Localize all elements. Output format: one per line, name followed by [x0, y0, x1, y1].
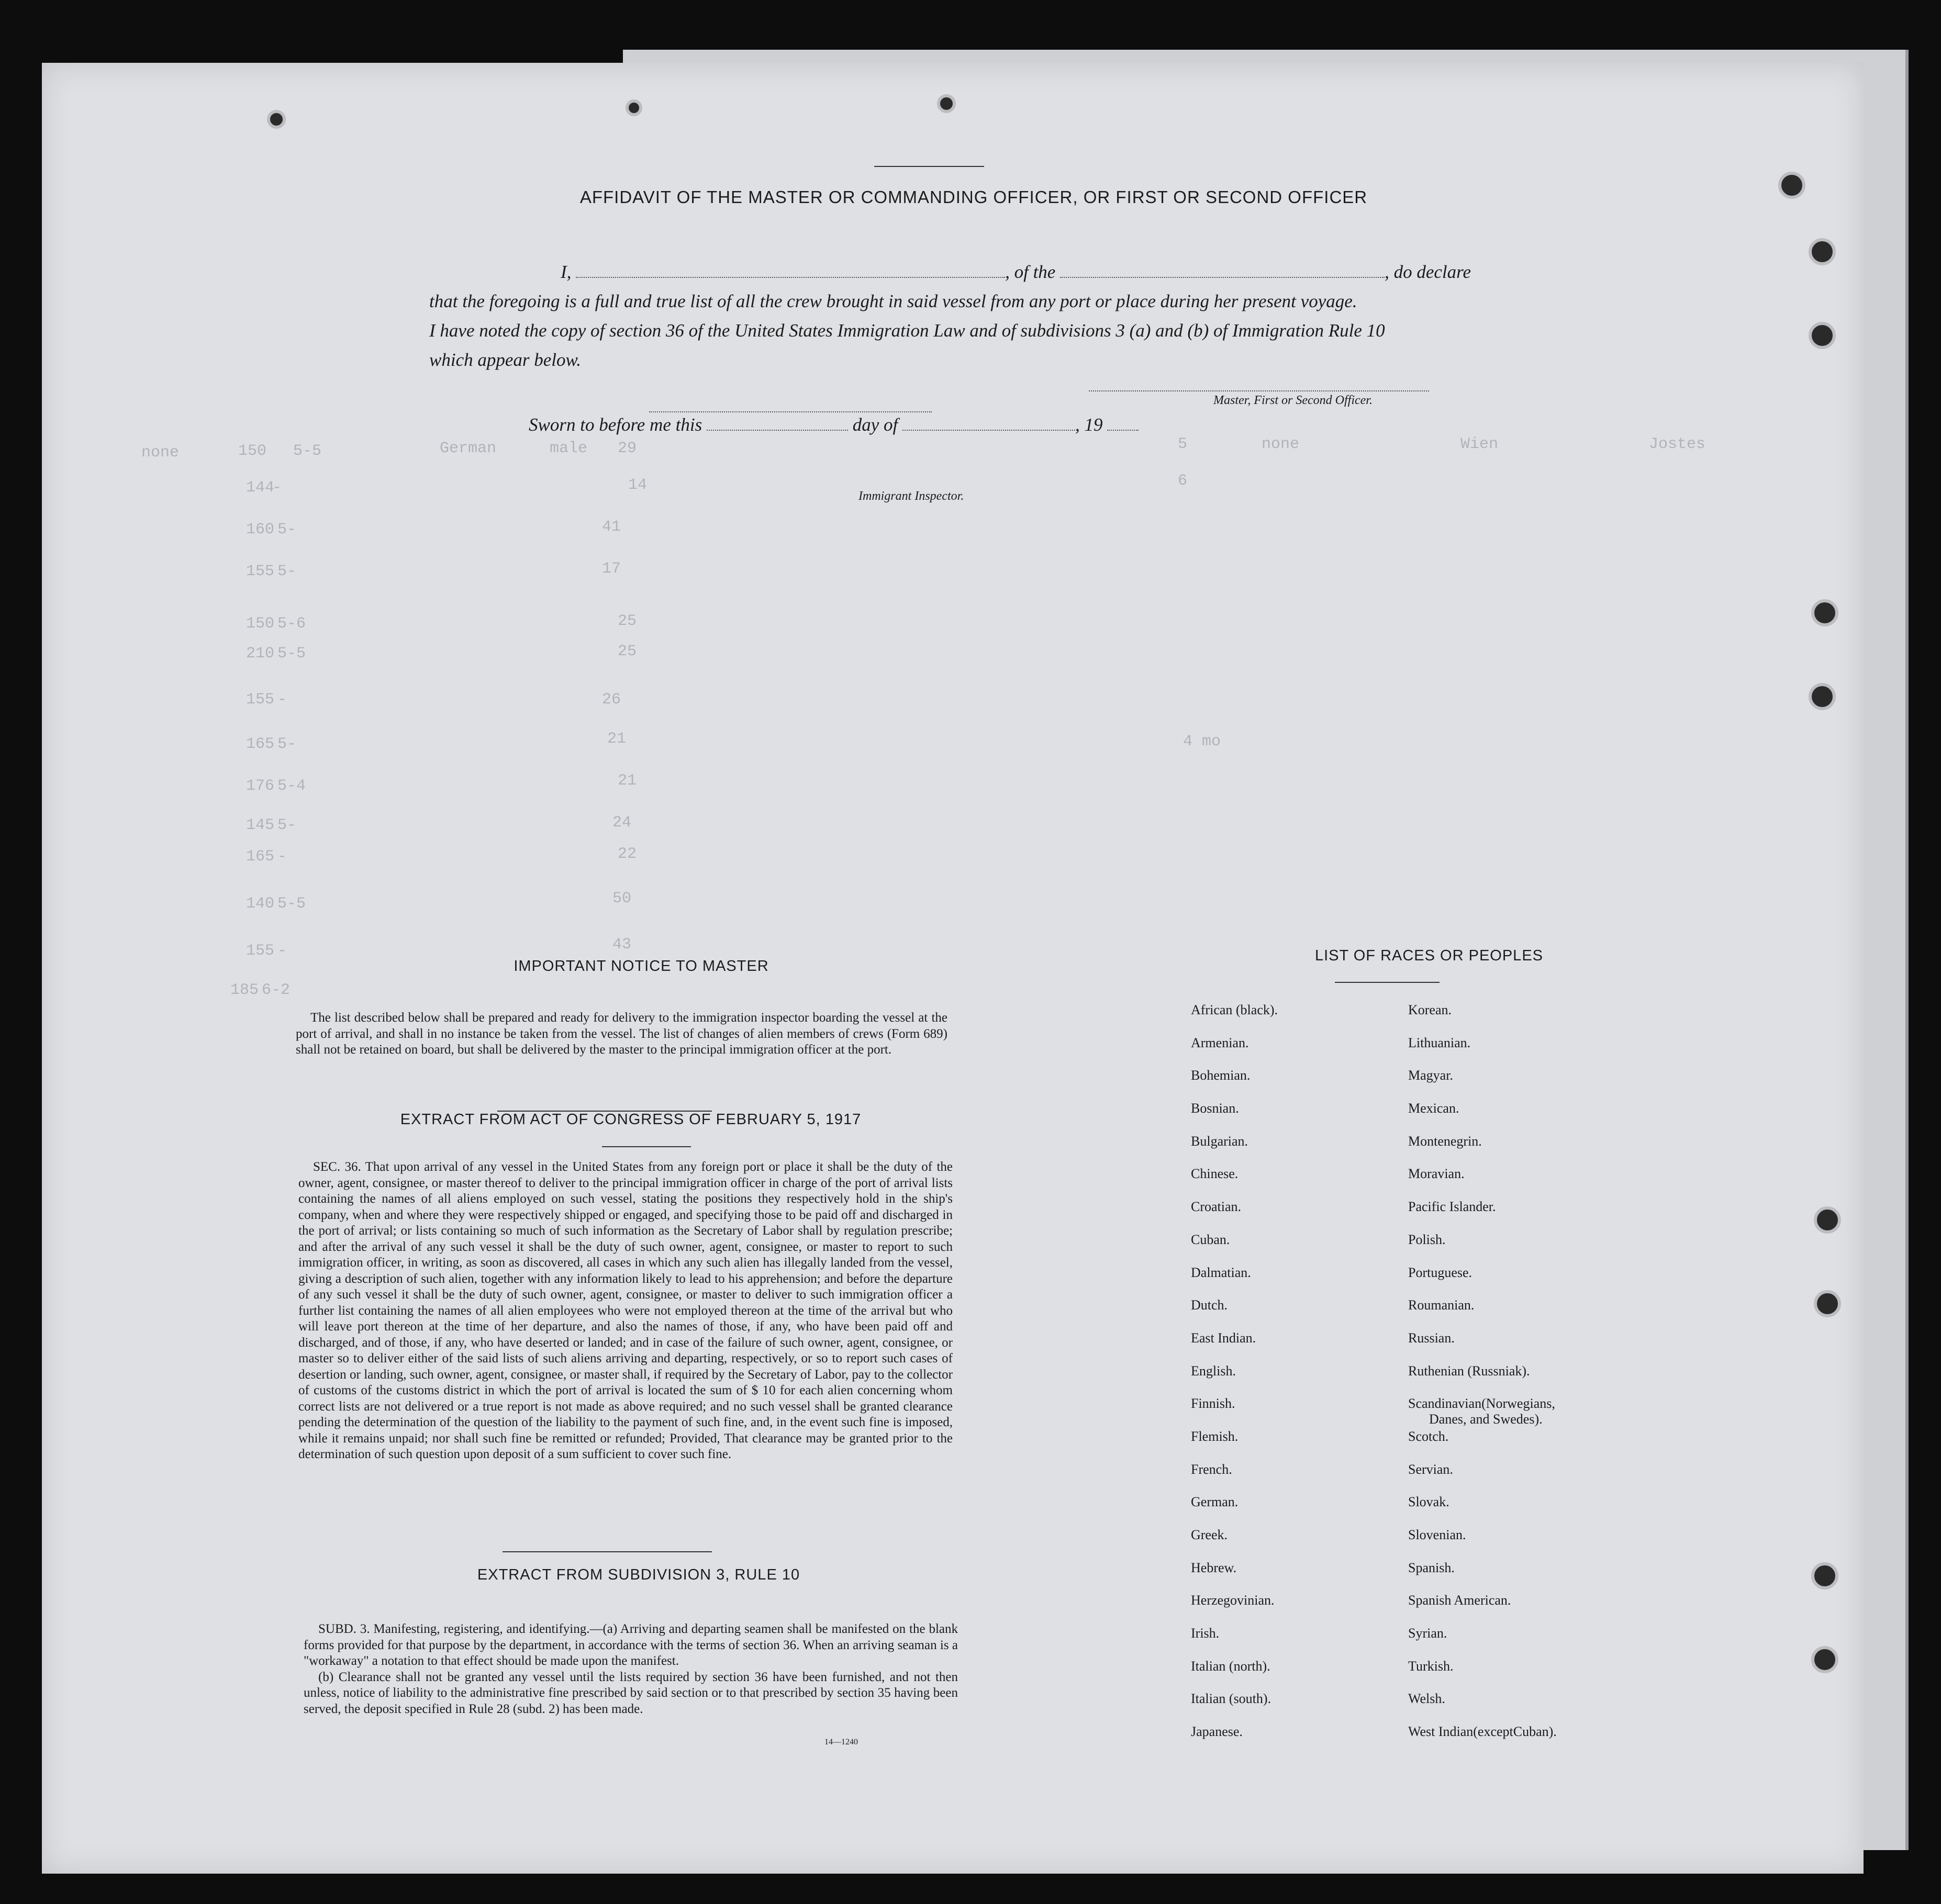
day-blank[interactable]	[707, 416, 848, 431]
ghost-text: 176	[246, 777, 275, 795]
signature-caption: Master, First or Second Officer.	[1213, 394, 1373, 407]
ghost-text: 6	[1178, 472, 1188, 490]
ghost-text: 165	[246, 848, 275, 866]
race-item: English.	[1191, 1363, 1236, 1379]
race-item: Bosnian.	[1191, 1101, 1239, 1116]
race-item: Slovak.	[1408, 1494, 1449, 1510]
punch-hole	[937, 94, 956, 113]
race-item: Welsh.	[1408, 1691, 1445, 1707]
affidavit-line-3: I have noted the copy of section 36 of the United States Immigration Law and of subdivisions 3 (a) and (b) of Immigration Rule 10	[429, 320, 1385, 341]
signature-line[interactable]	[1089, 390, 1429, 391]
ghost-text: 4 mo	[1183, 733, 1221, 751]
ghost-text: 5-	[277, 563, 297, 580]
ghost-text: 140	[246, 895, 275, 913]
race-item	[1408, 1396, 1557, 1429]
ghost-text: 29	[618, 440, 637, 457]
race-item: Portuguese.	[1408, 1264, 1473, 1280]
race-item: Italian (south).	[1191, 1691, 1271, 1707]
ghost-text: 50	[612, 890, 632, 908]
rule-text	[304, 1621, 958, 1717]
race-item: Bulgarian.	[1191, 1133, 1248, 1149]
ghost-text: 26	[602, 691, 621, 709]
ghost-text: -	[277, 691, 287, 709]
race-item: Lithuanian.	[1408, 1035, 1471, 1050]
punch-hole	[1814, 1290, 1841, 1317]
ghost-text: Wien	[1460, 435, 1499, 453]
ghost-text: -	[277, 942, 287, 960]
ghost-text: 43	[612, 936, 632, 954]
races-column-2	[1408, 1002, 1557, 1757]
ghost-text: 5-	[277, 735, 297, 753]
ghost-text: 5-6	[277, 615, 306, 633]
punch-hole	[626, 99, 642, 116]
section-divider	[1335, 982, 1440, 983]
race-item: Turkish.	[1408, 1658, 1454, 1674]
race-item-scandinavian: Scandinavian(Norwegians,	[1408, 1396, 1555, 1412]
affidavit-declare-label: , do declare	[1385, 262, 1471, 282]
punch-hole	[1811, 1562, 1838, 1589]
ghost-text: 24	[612, 814, 632, 832]
ghost-text: male	[550, 440, 588, 457]
notice-text	[296, 1010, 947, 1058]
punch-hole	[1809, 683, 1836, 710]
ghost-text: 155	[246, 691, 275, 709]
affidavit-of-the-label: , of the	[1005, 262, 1056, 282]
race-item: Syrian.	[1408, 1626, 1447, 1641]
rule-paragraph-b: (b) Clearance shall not be granted any vessel until the lists required by section 36 have been furnished, and not then unless, notice of liability to the administrative fine prescribed by said section or to that prescribed by section 35 having been served, the deposit specified in Rule 28 (subd. 2) has been made.	[304, 1670, 958, 1716]
ghost-text: none	[1262, 435, 1300, 453]
race-item: West Indian(exceptCuban).	[1408, 1724, 1557, 1740]
punch-hole	[1811, 599, 1838, 626]
race-item: Moravian.	[1408, 1166, 1465, 1182]
punch-hole	[1811, 1646, 1838, 1673]
ghost-text: 150	[238, 442, 267, 460]
race-item: Korean.	[1408, 1002, 1452, 1017]
race-item: Japanese.	[1191, 1724, 1243, 1740]
ghost-text: 5-4	[277, 777, 306, 795]
race-item: Cuban.	[1191, 1231, 1230, 1247]
sworn-label: Sworn to before me this	[529, 415, 702, 435]
form-number: 14—1240	[824, 1738, 858, 1746]
sworn-line	[529, 415, 1139, 435]
race-item: Montenegrin.	[1408, 1133, 1482, 1149]
race-item: Scotch.	[1408, 1428, 1449, 1444]
race-item: Hebrew.	[1191, 1560, 1237, 1575]
rule-paragraph-a: SUBD. 3. Manifesting, registering, and identifying.—(a) Arriving and departing seamen shall be manifested on the blank forms provided for that purpose by the department, in accordance with the terms of section 36. When an arriving seaman is a "workaway" a notation to that effect should be made upon the manifest.	[304, 1622, 958, 1668]
punch-hole	[1778, 172, 1805, 199]
race-item: Spanish American.	[1408, 1593, 1511, 1608]
inspector-caption: Immigrant Inspector.	[858, 489, 964, 503]
ghost-text: 17	[602, 560, 621, 578]
ghost-text: 155	[246, 942, 275, 960]
ghost-text: 22	[618, 845, 637, 863]
ghost-text: 6-2	[262, 981, 291, 999]
race-item: Russian.	[1408, 1330, 1455, 1346]
ghost-text: none	[141, 444, 180, 462]
ghost-text: -	[272, 479, 282, 497]
act-text	[298, 1159, 953, 1463]
affidavit-line-4: which appear below.	[429, 350, 582, 370]
race-item: Servian.	[1408, 1461, 1453, 1477]
ghost-text: 210	[246, 645, 275, 663]
race-item: Spanish.	[1408, 1560, 1455, 1575]
notice-paragraph: The list described below shall be prepared and ready for delivery to the immigration inspector boarding the vessel at the port of arrival, and shall in no instance be taken from the vessel. The list of changes of alien members of crews (Form 689) shall not be retained on board, but shall be delivered by the master to the principal immigration officer at the port.	[296, 1011, 947, 1057]
ghost-text: 5-5	[293, 442, 322, 460]
rule-title: EXTRACT FROM SUBDIVISION 3, RULE 10	[477, 1566, 800, 1583]
race-item: Armenian.	[1191, 1035, 1249, 1050]
ghost-text: 14	[628, 476, 648, 494]
race-item: Finnish.	[1191, 1396, 1235, 1412]
race-item: Dutch.	[1191, 1297, 1228, 1313]
ghost-text: 5-5	[277, 645, 306, 663]
ghost-text: 145	[246, 816, 275, 834]
race-item: French.	[1191, 1461, 1232, 1477]
race-item: Mexican.	[1408, 1101, 1459, 1116]
act-paragraph: SEC. 36. That upon arrival of any vessel in the United States from any foreign port or place it shall be the duty of the owner, agent, consignee, or master thereof to deliver to the principal immigration officer in charge of the port of arrival lists containing the names of all aliens employed on such vessel, stating the positions they respectively hold in the ship's company, when and where they were respectively shipped or engaged, and specifying those to be paid off and discharged in the port of arrival; or lists containing so much of such information as the Secretary of Labor shall by regulation prescribe; and after the arrival of any such vessel it shall be the duty of such owner, agent, consignee, or master to report to such immigration officer, in writing, as soon as discovered, all cases in which any such alien has illegally landed from the vessel, giving a description of such alien, together with any information likely to lead to his apprehension; and before the departure of any such vessel it shall be the duty of such owner, agent, consignee, or master to deliver to such immigration officer a further list containing the names of all alien employees who were not employed thereon at the time of the arrival but who will leave port thereon at the time of her departure, and also the names of those, if any, who have been paid off and discharged, and of those, if any, who have deserted or landed; and in case of the failure of such owner, agent, consignee, or master so to deliver either of the said lists of such aliens arriving and departing, respectively, or so to report such cases of desertion or landing, such owner, agent, consignee, or master shall, if required by the Secretary of Labor, pay to the collector of customs of the customs district in which the port of arrival is located the sum of $ 10 for each alien concerning whom correct lists are not delivered or a true report is not made as above required; and no such vessel shall be granted clearance pending the determination of the question of the liability to the payment of such fine, and, in the event such fine is imposed, while it remains unpaid; nor shall such fine be remitted or refunded; Provided, That clearance may be granted prior to the determination of such question upon deposit of a sum sufficient to cover such fine.	[298, 1160, 953, 1461]
section-divider	[602, 1146, 691, 1147]
name-blank[interactable]	[576, 261, 1005, 278]
races-title: LIST OF RACES OR PEOPLES	[1314, 947, 1544, 964]
ghost-text: 25	[618, 643, 637, 660]
race-item: Magyar.	[1408, 1068, 1453, 1083]
punch-hole	[1809, 238, 1836, 265]
ghost-text: 25	[618, 612, 637, 630]
race-item: Irish.	[1191, 1626, 1220, 1641]
ghost-text: 144	[246, 479, 275, 497]
race-item: Italian (north).	[1191, 1658, 1270, 1674]
ghost-text: 21	[618, 772, 637, 790]
race-item: Flemish.	[1191, 1428, 1239, 1444]
race-item: Herzegovinian.	[1191, 1593, 1275, 1608]
affidavit-line-2: that the foregoing is a full and true list of all the crew brought in said vessel from any port or place during her present voyage.	[429, 291, 1357, 311]
year-blank[interactable]	[1107, 416, 1139, 431]
race-item: Pacific Islander.	[1408, 1199, 1496, 1215]
race-item: Croatian.	[1191, 1199, 1242, 1215]
race-item: Roumanian.	[1408, 1297, 1475, 1313]
race-item: East Indian.	[1191, 1330, 1256, 1346]
affidavit-i-label: I,	[560, 262, 572, 282]
year-label: , 19	[1075, 415, 1103, 435]
ghost-text: German	[440, 440, 497, 457]
affidavit-body	[429, 257, 1471, 375]
punch-hole	[1814, 1206, 1841, 1234]
title-underline	[874, 166, 984, 167]
ghost-text: 185	[230, 981, 259, 999]
affidavit-line-1	[429, 257, 1471, 287]
race-item: German.	[1191, 1494, 1239, 1510]
race-item: Slovenian.	[1408, 1527, 1466, 1542]
affidavit-title: AFFIDAVIT OF THE MASTER OR COMMANDING OFFICER, OR FIRST OR SECOND OFFICER	[579, 187, 1368, 207]
ghost-text: Jostes	[1649, 435, 1706, 453]
ghost-text: 5-	[277, 521, 297, 539]
ghost-text: -	[277, 848, 287, 866]
document-sheet	[42, 63, 1864, 1874]
race-item: Chinese.	[1191, 1166, 1239, 1182]
races-column-1	[1191, 1002, 1278, 1757]
race-item: Polish.	[1408, 1231, 1446, 1247]
day-of-label: day of	[852, 415, 898, 435]
race-item: African (black).	[1191, 1002, 1278, 1017]
ghost-text: 160	[246, 521, 275, 539]
ghost-text: 5	[1178, 435, 1188, 453]
race-item: Greek.	[1191, 1527, 1228, 1542]
inspector-signature-line[interactable]	[649, 411, 932, 412]
ghost-text: 5-5	[277, 895, 306, 913]
ghost-text: 41	[602, 518, 621, 536]
notice-title: IMPORTANT NOTICE TO MASTER	[514, 958, 769, 975]
race-item: Bohemian.	[1191, 1068, 1251, 1083]
punch-hole	[267, 110, 286, 129]
rank-blank[interactable]	[1060, 261, 1385, 278]
ghost-text: 5-	[277, 816, 297, 834]
ghost-text: 21	[607, 730, 627, 748]
race-item: Dalmatian.	[1191, 1264, 1251, 1280]
punch-hole	[1809, 322, 1836, 349]
act-title: EXTRACT FROM ACT OF CONGRESS OF FEBRUARY 5, 1917	[400, 1111, 862, 1128]
ghost-text: 150	[246, 615, 275, 633]
ghost-text: 165	[246, 735, 275, 753]
race-item-scandinavian-cont: Danes, and Swedes).	[1429, 1412, 1543, 1427]
section-divider	[503, 1551, 712, 1552]
month-blank[interactable]	[902, 416, 1075, 431]
race-item: Ruthenian (Russniak).	[1408, 1363, 1530, 1379]
ghost-text: 155	[246, 563, 275, 580]
